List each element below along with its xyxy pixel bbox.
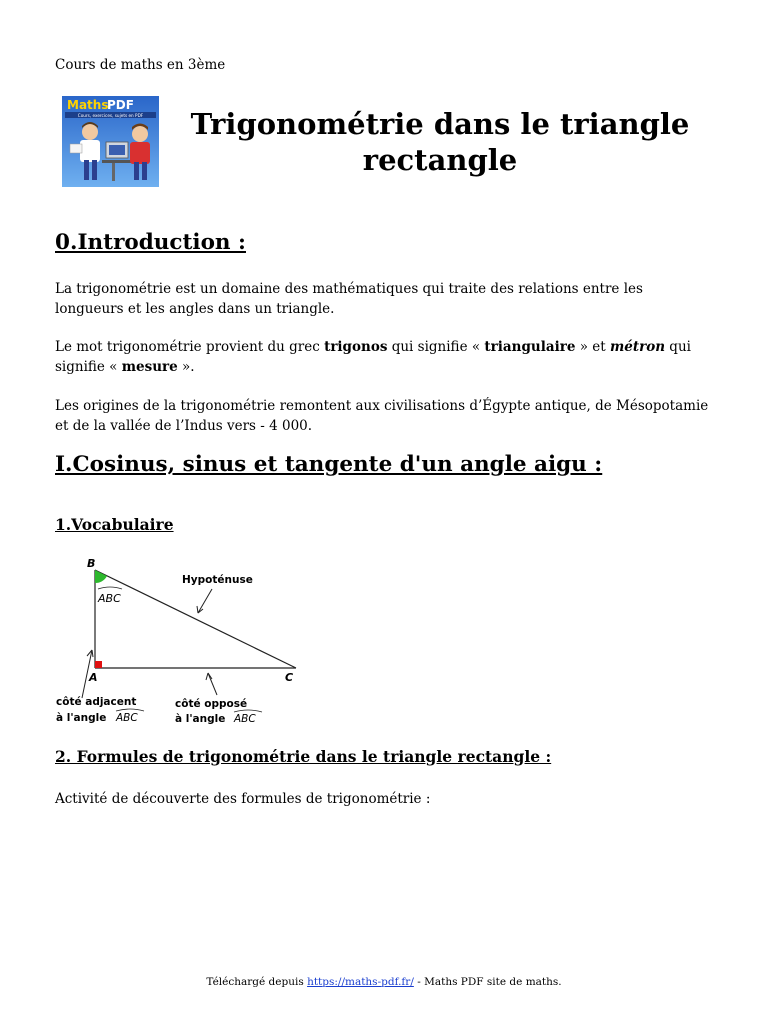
label-hypotenuse: Hypoténuse [182,574,253,586]
label-adjacent-line1: côté adjacent [56,696,137,708]
footer-prefix: Téléchargé depuis [206,976,308,988]
right-angle-marker [95,661,102,668]
angle-label-abc: ABC [98,592,121,605]
etymology-text: Le mot trigonométrie provient du grec [55,339,325,355]
maths-pdf-logo [62,96,159,187]
label-opposite-line2: à l'angle [175,713,226,725]
subheading-vocabulaire: 1.Vocabulaire [55,515,174,534]
label-adjacent-line2: à l'angle [56,712,107,724]
right-triangle-figure [52,553,312,733]
subheading-formules: 2. Formules de trigonométrie dans le triangle rectangle : [55,747,552,766]
vertex-label-c: C [285,671,294,684]
intro-heading: 0.Introduction : [55,230,246,255]
course-label: Cours de maths en 3ème [55,57,226,73]
footer-link[interactable]: https://maths-pdf.fr/ [307,976,414,988]
logo-text-main: Maths [67,98,109,112]
page-footer [0,976,768,988]
intro-paragraph-origins: Les origines de la trigonométrie remontent aux civilisations d’Égypte antique, de Mésopotamie et de la vallée de l’Indus vers - 4 000. [55,398,709,434]
angle-hat [98,587,122,589]
term-metron: métron [609,339,666,355]
logo-tagline: Cours, exercices, sujets en PDF [77,113,144,118]
etymology-text: ». [177,358,195,375]
label-adjacent-angle: ABC [116,712,138,724]
vertex-label-b: B [87,557,96,570]
term-trigonos: trigonos [324,339,388,355]
activity-text: Activité de découverte des formules de trigonométrie : [55,791,431,807]
etymology-text: qui signifie « [387,339,485,355]
intro-paragraph-etymology [55,338,715,377]
term-triangulaire: triangulaire [484,339,576,355]
page-title: Trigonométrie dans le triangle rectangle [190,107,690,177]
etymology-text: qui signifie « [55,339,691,375]
label-opposite-angle: ABC [234,713,256,725]
label-opposite-line1: côté opposé [175,698,248,710]
term-mesure: mesure [121,358,178,375]
section-heading-cos-sin-tan: I.Cosinus, sinus et tangente d'un angle aigu : [55,452,603,477]
arrow-opposite [208,673,217,695]
footer-suffix: - Maths PDF site de maths. [413,976,562,988]
angle-b-marker [95,570,107,583]
arrow-hypotenuse [198,589,212,613]
etymology-text: » et [575,339,610,355]
logo-text-accent: PDF [107,98,134,112]
intro-paragraph-definition: La trigonométrie est un domaine des mathématiques qui traite des relations entre les longueurs et les angles dans un triangle. [55,281,643,317]
vertex-label-a: A [89,671,98,684]
